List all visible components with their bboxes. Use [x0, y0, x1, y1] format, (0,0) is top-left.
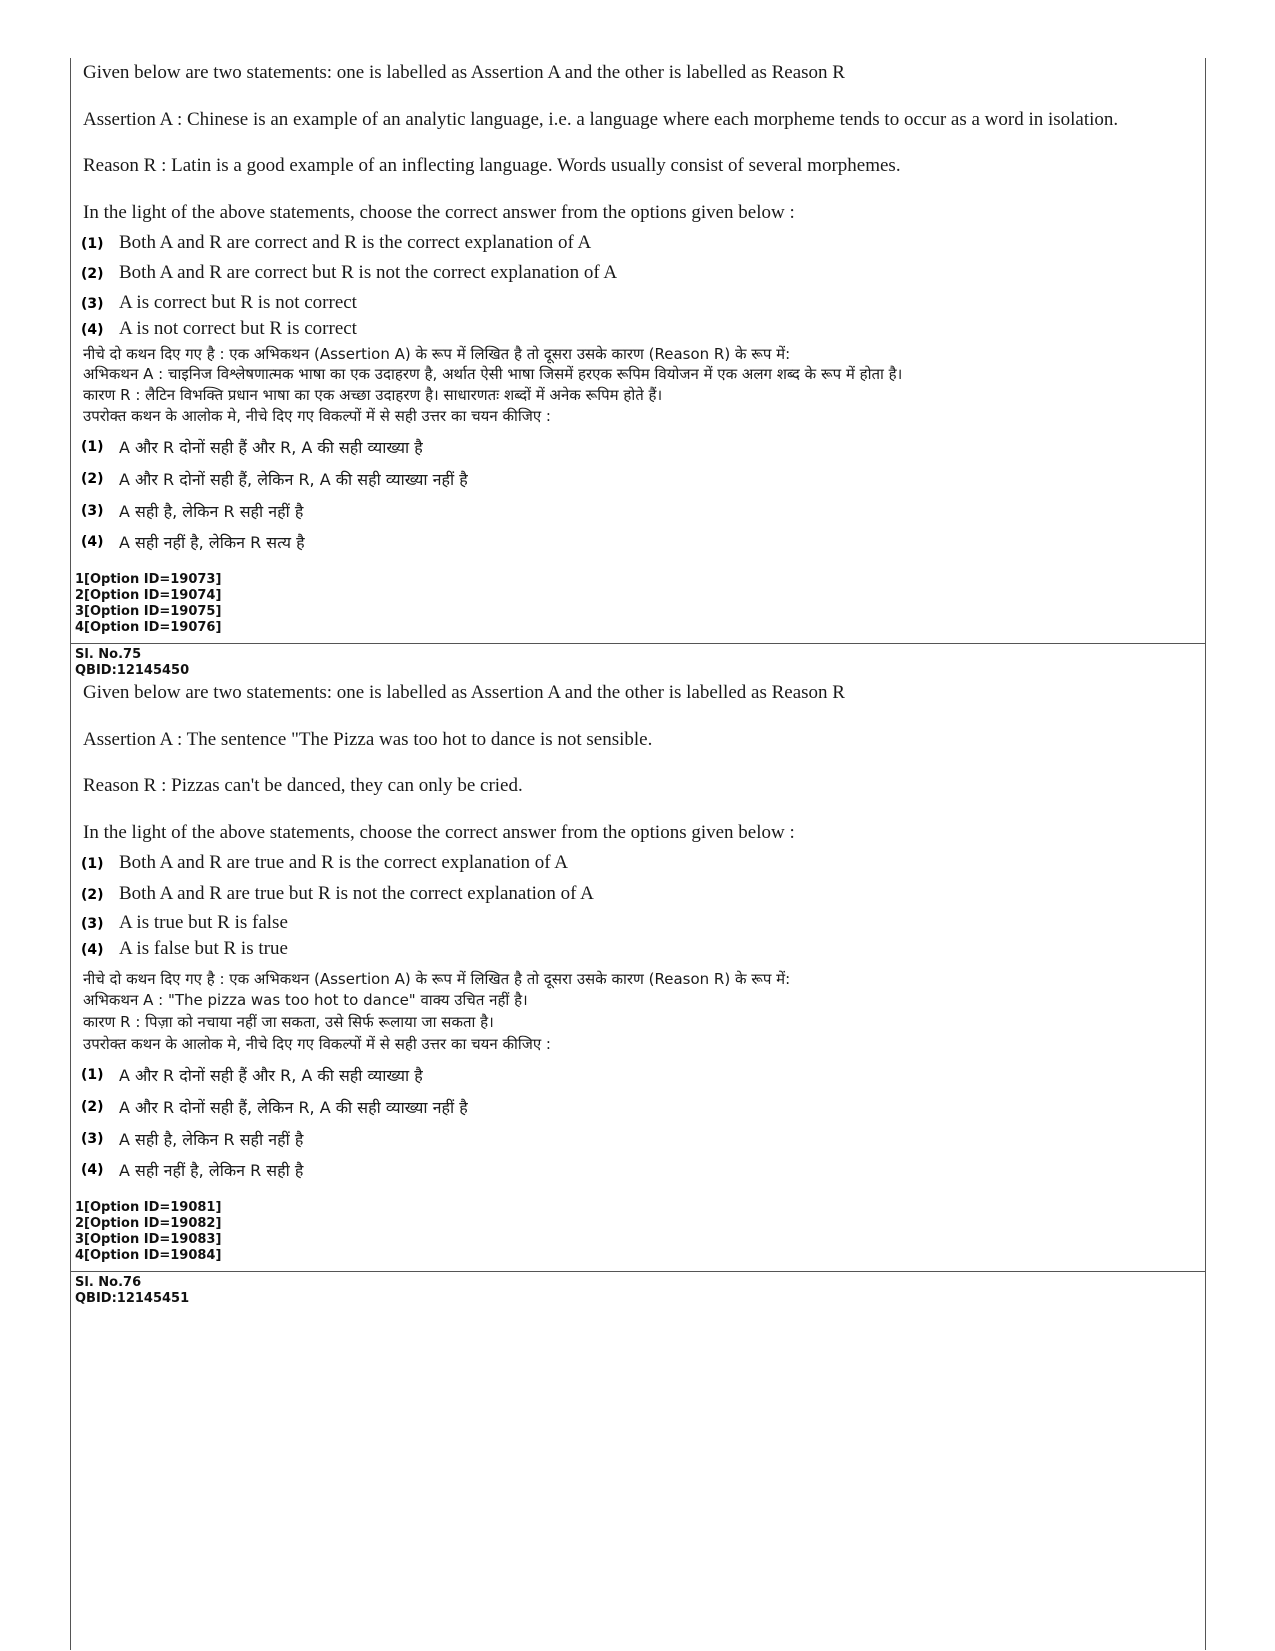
q75-hindi-line-3: कारण R : पिज़ा को नचाया नहीं जा सकता, उसे सिर्फ रूलाया जा सकता है। — [83, 1013, 494, 1031]
q75-hindi-option-4-num: (4) — [81, 1162, 104, 1178]
question-paper-frame — [70, 58, 1206, 1650]
q75-option-id-3: 3[Option ID=19083] — [75, 1232, 222, 1247]
q74-option-id-1: 1[Option ID=19073] — [75, 572, 222, 587]
q75-prompt: In the light of the above statements, choose the correct answer from the options given below : — [83, 822, 795, 843]
q74-hindi-option-3-num: (3) — [81, 503, 104, 519]
q74-option-id-2: 2[Option ID=19074] — [75, 588, 222, 603]
q74-hindi-option-2-text: A और R दोनों सही हैं, लेकिन R, A की सही व्याख्या नहीं है — [119, 470, 468, 489]
q74-hindi-option-4-num: (4) — [81, 534, 104, 550]
q74-hindi-line-3: कारण R : लैटिन विभक्ति प्रधान भाषा का एक अच्छा उदाहरण है। साधारणतः शब्दों में अनेक रूपिम होते हैं। — [83, 386, 663, 404]
q74-intro: Given below are two statements: one is labelled as Assertion A and the other is labelled as Reason R — [83, 62, 845, 83]
q75-option-3-num: (3) — [81, 916, 104, 932]
q75-hindi-option-3-num: (3) — [81, 1131, 104, 1147]
q74-option-2-num: (2) — [81, 266, 104, 282]
q74-hindi-option-1-num: (1) — [81, 439, 104, 455]
q74-option-3-num: (3) — [81, 296, 104, 312]
q75-hindi-option-2-num: (2) — [81, 1099, 104, 1115]
q75-option-3-text: A is true but R is false — [119, 912, 288, 933]
q74-option-1-text: Both A and R are correct and R is the correct explanation of A — [119, 232, 592, 253]
q74-option-1-num: (1) — [81, 236, 104, 252]
q75-option-1-text: Both A and R are true and R is the correct explanation of A — [119, 852, 569, 873]
question-divider — [70, 1271, 1206, 1272]
q74-hindi-line-4: उपरोक्त कथन के आलोक मे, नीचे दिए गए विकल्पों में से सही उत्तर का चयन कीजिए : — [83, 407, 551, 425]
q75-hindi-line-2: अभिकथन A : "The pizza was too hot to dance" वाक्य उचित नहीं है। — [83, 991, 528, 1009]
q75-option-2-num: (2) — [81, 887, 104, 903]
q74-hindi-option-2-num: (2) — [81, 471, 104, 487]
q75-hindi-option-1-text: A और R दोनों सही हैं और R, A की सही व्याख्या है — [119, 1066, 423, 1085]
q74-hindi-option-3-text: A सही है, लेकिन R सही नहीं है — [119, 502, 304, 521]
q74-option-4-text: A is not correct but R is correct — [119, 318, 357, 339]
q74-option-id-3: 3[Option ID=19075] — [75, 604, 222, 619]
q75-hindi-option-2-text: A और R दोनों सही हैं, लेकिन R, A की सही व्याख्या नहीं है — [119, 1098, 468, 1117]
q74-hindi-option-4-text: A सही नहीं है, लेकिन R सत्य है — [119, 533, 305, 552]
q75-option-4-text: A is false but R is true — [119, 938, 288, 959]
q75-hindi-option-4-text: A सही नहीं है, लेकिन R सही है — [119, 1161, 304, 1180]
q74-prompt: In the light of the above statements, choose the correct answer from the options given below : — [83, 202, 795, 223]
q74-option-3-text: A is correct but R is not correct — [119, 292, 357, 313]
q76-qbid: QBID:12145451 — [75, 1291, 190, 1306]
q75-option-id-1: 1[Option ID=19081] — [75, 1200, 222, 1215]
q75-reason: Reason R : Pizzas can't be danced, they can only be cried. — [83, 775, 523, 796]
q75-option-4-num: (4) — [81, 942, 104, 958]
q75-hindi-option-3-text: A सही है, लेकिन R सही नहीं है — [119, 1130, 304, 1149]
q74-hindi-line-1: नीचे दो कथन दिए गए है : एक अभिकथन (Assertion A) के रूप में लिखित है तो दूसरा उसके कारण (Reason R) के रूप में: — [83, 345, 791, 363]
q74-hindi-option-1-text: A और R दोनों सही हैं और R, A की सही व्याख्या है — [119, 438, 423, 457]
q75-intro: Given below are two statements: one is labelled as Assertion A and the other is labelled as Reason R — [83, 682, 845, 703]
q74-hindi-line-2: अभिकथन A : चाइनिज विश्लेषणात्मक भाषा का एक उदाहरण है, अर्थात ऐसी भाषा जिसमें हरएक रूपिम वियोजन में एक अलग शब्द के रूप में होता है। — [83, 365, 903, 383]
q75-hindi-line-4: उपरोक्त कथन के आलोक मे, नीचे दिए गए विकल्पों में से सही उत्तर का चयन कीजिए : — [83, 1035, 551, 1053]
q75-hindi-line-1: नीचे दो कथन दिए गए है : एक अभिकथन (Assertion A) के रूप में लिखित है तो दूसरा उसके कारण (Reason R) के रूप में: — [83, 970, 791, 988]
q74-option-4-num: (4) — [81, 322, 104, 338]
q74-assertion: Assertion A : Chinese is an example of an analytic language, i.e. a language where each morpheme tends to occur as a word in isolation. — [83, 109, 1119, 130]
q75-option-1-num: (1) — [81, 856, 104, 872]
q74-option-id-4: 4[Option ID=19076] — [75, 620, 222, 635]
q75-sl-no: Sl. No.75 — [75, 647, 142, 662]
q74-reason: Reason R : Latin is a good example of an inflecting language. Words usually consist of several morphemes. — [83, 155, 901, 176]
q76-sl-no: Sl. No.76 — [75, 1275, 142, 1290]
question-divider — [70, 643, 1206, 644]
q75-hindi-option-1-num: (1) — [81, 1067, 104, 1083]
q75-option-id-4: 4[Option ID=19084] — [75, 1248, 222, 1263]
q74-option-2-text: Both A and R are correct but R is not the correct explanation of A — [119, 262, 618, 283]
q75-option-id-2: 2[Option ID=19082] — [75, 1216, 222, 1231]
q75-option-2-text: Both A and R are true but R is not the correct explanation of A — [119, 883, 594, 904]
q75-assertion: Assertion A : The sentence "The Pizza was too hot to dance is not sensible. — [83, 729, 653, 750]
q75-qbid: QBID:12145450 — [75, 663, 190, 678]
